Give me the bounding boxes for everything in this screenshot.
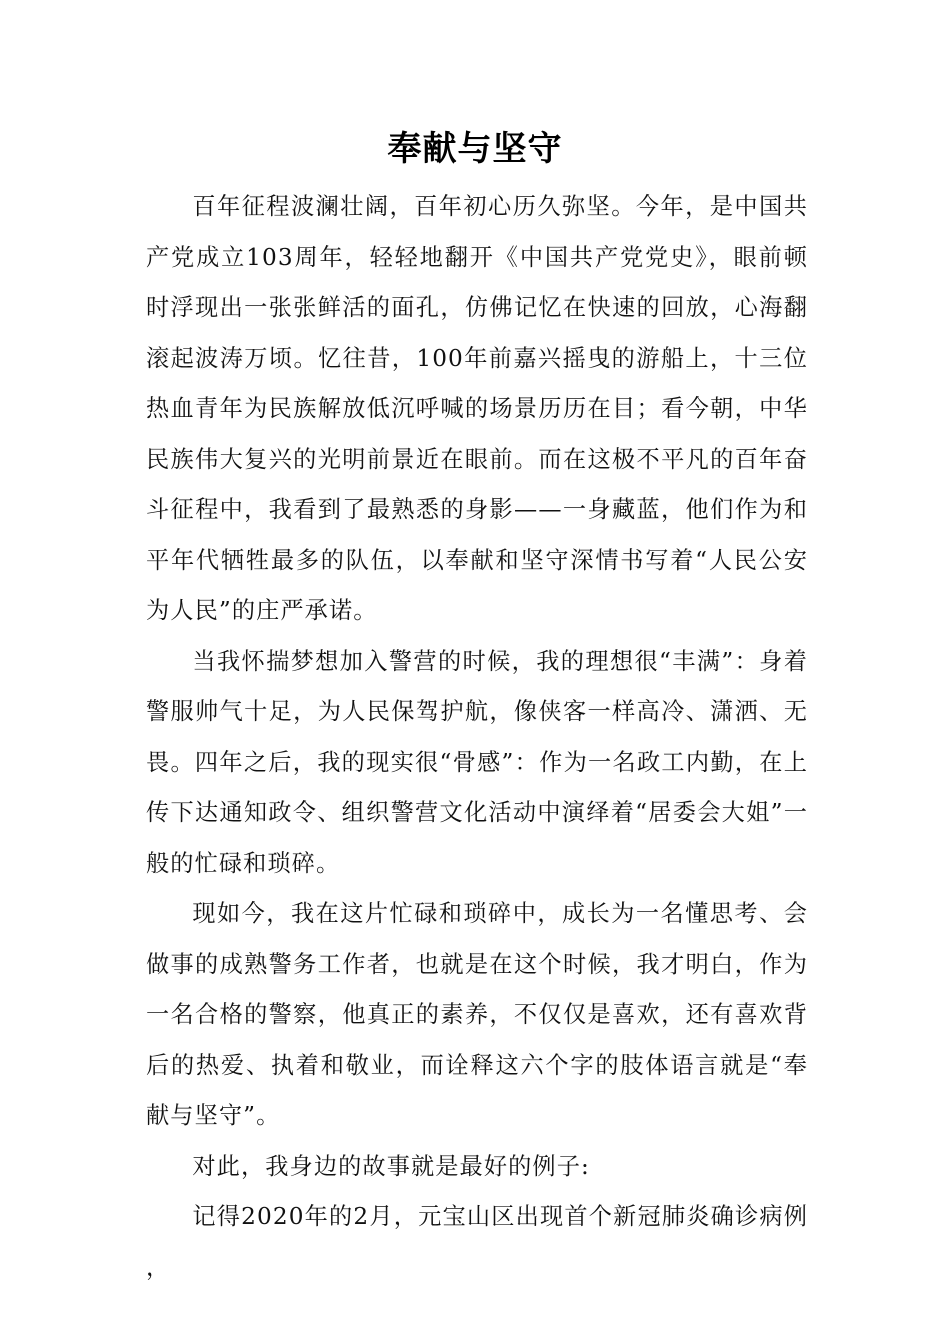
document-title: 奉献与坚守: [387, 129, 563, 169]
paragraph-1: 百年征程波澜壮阔，百年初心历久弥坚。今年，是中国共产党成立103周年，轻轻地翻开《中国共产党党史》，眼前顿时浮现出一张张鲜活的面孔，仿佛记忆在快速的回放，心海翻滚起波涛万顷。忆往昔，100年前嘉兴摇曳的游船上，十三位热血青年为民族解放低沉呼喊的场景历历在目；看今朝，中华民族伟大复兴的光明前景近在眼前。而在这极不平凡的百年奋斗征程中，我看到了最熟悉的身影——一身藏蓝，他们作为和平年代牺牲最多的队伍，以奉献和坚守深情书写着“人民公安为人民”的庄严承诺。: [146, 193, 808, 624]
paragraph-4: 对此，我身边的故事就是最好的例子:: [192, 1152, 590, 1180]
paragraph-2: 当我怀揣梦想加入警营的时候，我的理想很“丰满”：身着警服帅气十足，为人民保驾护航，像侠客一样高冷、潇洒、无畏。四年之后，我的现实很“骨感”：作为一名政工内勤，在上传下达通知政令、组织警营文化活动中演绎着“居委会大姐”一般的忙碌和琐碎。: [146, 647, 808, 877]
paragraph-5: 记得2020年的2月，元宝山区出现首个新冠肺炎确诊病例，: [146, 1203, 808, 1281]
document-body: [146, 182, 808, 1293]
paragraph-3: 现如今，我在这片忙碌和琐碎中，成长为一名懂思考、会做事的成熟警务工作者，也就是在这个时候，我才明白，作为一名合格的警察，他真正的素养，不仅仅是喜欢，还有喜欢背后的热爱、执着和敬业，而诠释这六个字的肢体语言就是“奉献与坚守”。: [146, 900, 808, 1129]
